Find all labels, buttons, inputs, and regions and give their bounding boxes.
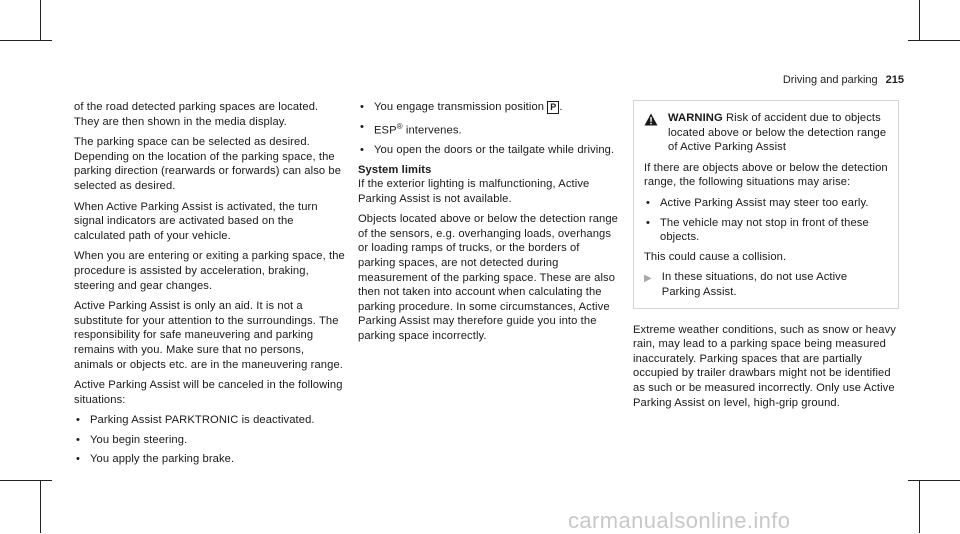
warning-triangle-icon xyxy=(644,111,658,131)
list-item xyxy=(358,120,620,138)
section-heading: System limits xyxy=(358,163,432,176)
column-middle xyxy=(358,100,620,350)
page-header xyxy=(783,74,904,86)
list-text: intervenes. xyxy=(402,124,462,137)
list-item: • You open the doors or the tailgate while driving. xyxy=(358,143,620,158)
warning-list xyxy=(644,196,888,245)
list-text: . xyxy=(559,101,563,113)
warning-label: WARNING xyxy=(668,112,723,124)
advice-line xyxy=(644,270,888,299)
gear-p-icon xyxy=(547,101,559,114)
list-item xyxy=(358,100,620,115)
crop-mark xyxy=(919,480,920,533)
list-item: • Parking Assist PARKTRONIC is deactivated. xyxy=(74,413,346,428)
paragraph: The parking space can be selected as desired. Depending on the location of the parking space, the parking direction (rearwards or forwards) can also be selected as desired. xyxy=(74,136,342,192)
paragraph: When you are entering or exiting a parking space, the procedure is assisted by acceleration, braking, steering and gear changes. xyxy=(74,250,345,292)
warning-title-block xyxy=(668,111,888,155)
crop-mark xyxy=(40,0,41,40)
list-item: • Active Parking Assist may steer too early. xyxy=(644,196,888,211)
list-item: • The vehicle may not stop in front of these objects. xyxy=(644,216,888,245)
warning-title: Risk of accident due to objects located above or below the detection range of Active Parking Assist xyxy=(668,112,887,154)
crop-mark xyxy=(40,480,41,533)
paragraph: Active Parking Assist is only an aid. It is not a substitute for your attention to the surroundings. The responsibility for safe maneuvering and parking remains with you. Make sure that no persons, animals or objects etc. are in the maneuvering range. xyxy=(74,300,343,371)
paragraph: Objects located above or below the detection range of the sensors, e.g. overhanging loads, overhangs or loading ramps of trucks, or the borders of parking spaces, are not detected during measurement of the parking space. These are also then not taken into account when calculating the parking procedure. In some circumstances, Active Parking Assist may therefore guide you into the parking space incorrectly. xyxy=(358,213,618,343)
warning-box xyxy=(633,100,899,309)
paragraph: When Active Parking Assist is activated, the turn signal indicators are activated based on the calculated path of your vehicle. xyxy=(74,200,318,242)
paragraph: This could cause a collision. xyxy=(644,250,787,263)
paragraph: of the road detected parking spaces are located. They are then shown in the media display. xyxy=(74,101,319,128)
gear-letter: P xyxy=(550,102,557,112)
warning-header xyxy=(644,111,888,155)
crop-mark xyxy=(0,480,52,481)
page-number: 215 xyxy=(885,74,904,86)
watermark: carmanualsonline.info xyxy=(568,508,791,533)
paragraph: Extreme weather conditions, such as snow or heavy rain, may lead to a parking space being measured inaccurately. Parking spaces that are partially occupied by trailer drawbars might not be identified as such or be measured incorrectly. Only use Active Parking Assist on level, high-grip ground. xyxy=(633,323,896,409)
cancel-list-continued xyxy=(358,100,620,158)
section-title: Driving and parking xyxy=(782,74,878,86)
crop-mark xyxy=(908,40,960,41)
crop-mark xyxy=(908,480,960,481)
list-item: • You apply the parking brake. xyxy=(74,452,346,467)
crop-mark xyxy=(919,0,920,40)
list-text: You engage transmission position xyxy=(374,101,548,113)
paragraph: Active Parking Assist will be canceled in the following situations: xyxy=(74,379,343,406)
list-item: • You begin steering. xyxy=(74,433,346,448)
arrow-right-icon: ▶ xyxy=(644,273,652,285)
registered-mark: ® xyxy=(396,121,403,131)
advice-text: In these situations, do not use Active Parking Assist. xyxy=(661,271,848,298)
list-text: ESP xyxy=(374,124,397,137)
column-left xyxy=(74,100,346,472)
crop-mark xyxy=(0,40,52,41)
cancel-list xyxy=(74,413,346,467)
column-right xyxy=(633,100,899,416)
paragraph: If there are objects above or below the detection range, the following situations may arise: xyxy=(644,161,888,189)
paragraph: If the exterior lighting is malfunctioning, Active Parking Assist is not available. xyxy=(358,178,590,205)
